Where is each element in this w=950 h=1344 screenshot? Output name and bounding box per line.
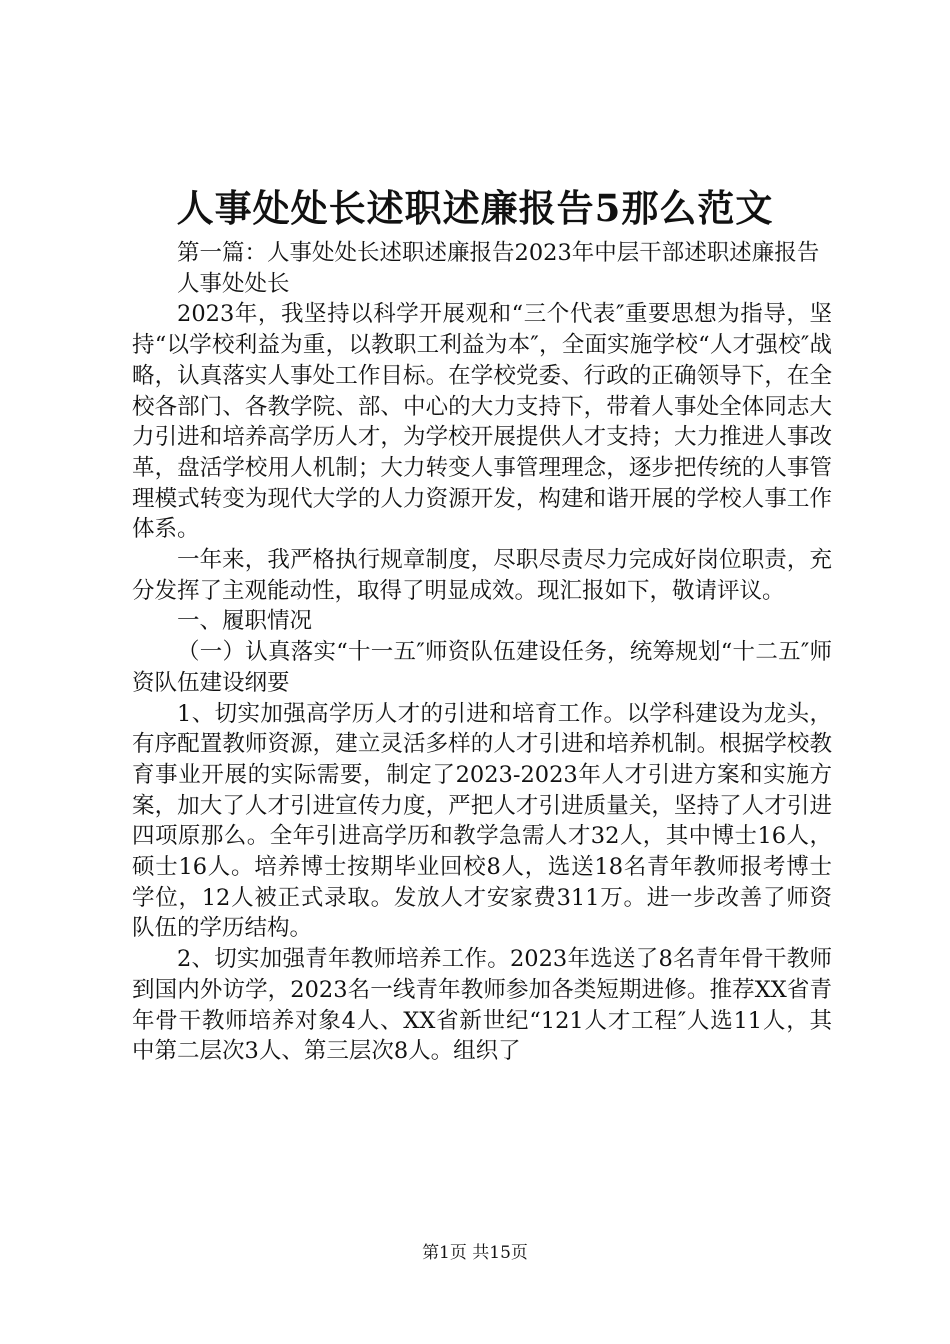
- paragraph: 一年来，我严格执行规章制度，尽职尽责尽力完成好岗位职责，充分发挥了主观能动性，取得了明显成效。现汇报如下，敬请评议。: [132, 547, 832, 604]
- document-title: 人事处处长述职述廉报告5那么范文: [176, 186, 774, 230]
- section-heading: 一、履职情况: [177, 608, 313, 635]
- paragraph: 人事处处长: [177, 270, 290, 297]
- document-body: [132, 238, 832, 1067]
- paragraph: 1、切实加强高学历人才的引进和培育工作。以学科建设为龙头，有序配置教师资源，建立灵活多样的人才引进和培养机制。根据学校教育事业开展的实际需要，制定了2023-2023年人才引进方案和实施方案，加大了人才引进宣传力度，严把人才引进质量关，坚持了人才引进四项原那么。全年引进高学历和教学急需人才32人，其中博士16人，硕士16人。培养博士按期毕业回校8人，选送18名青年教师报考博士学位，12人被正式录取。发放人才安家费311万。进一步改善了师资队伍的学历结构。: [132, 700, 832, 942]
- paragraph: 2023年，我坚持以科学开展观和“三个代表″重要思想为指导，坚持“以学校利益为重，以教职工利益为本″，全面实施学校“人才强校″战略，认真落实人事处工作目标。在学校党委、行政的正确领导下，在全校各部门、各教学院、部、中心的大力支持下，带着人事处全体同志大力引进和培养高学历人才，为学校开展提供人才支持；大力推进人事改革，盘活学校用人机制；大力转变人事管理理念，逐步把传统的人事管理模式转变为现代大学的人力资源开发，构建和谐开展的学校人事工作体系。: [132, 301, 832, 543]
- paragraph: 第一篇：人事处处长述职述廉报告2023年中层干部述职述廉报告: [177, 240, 820, 266]
- paragraph: 2、切实加强青年教师培养工作。2023年选送了8名青年骨干教师到国内外访学，2023名一线青年教师参加各类短期进修。推荐XX省青年骨干教师培养对象4人、XX省新世纪“121人才工程″人选11人，其中第二层次3人、第三层次8人。组织了: [132, 946, 832, 1065]
- page-number: 第1页 共15页: [422, 1243, 528, 1263]
- subsection-heading: （一）认真落实“十一五″师资队伍建设任务，统筹规划“十二五″师资队伍建设纲要: [132, 639, 832, 696]
